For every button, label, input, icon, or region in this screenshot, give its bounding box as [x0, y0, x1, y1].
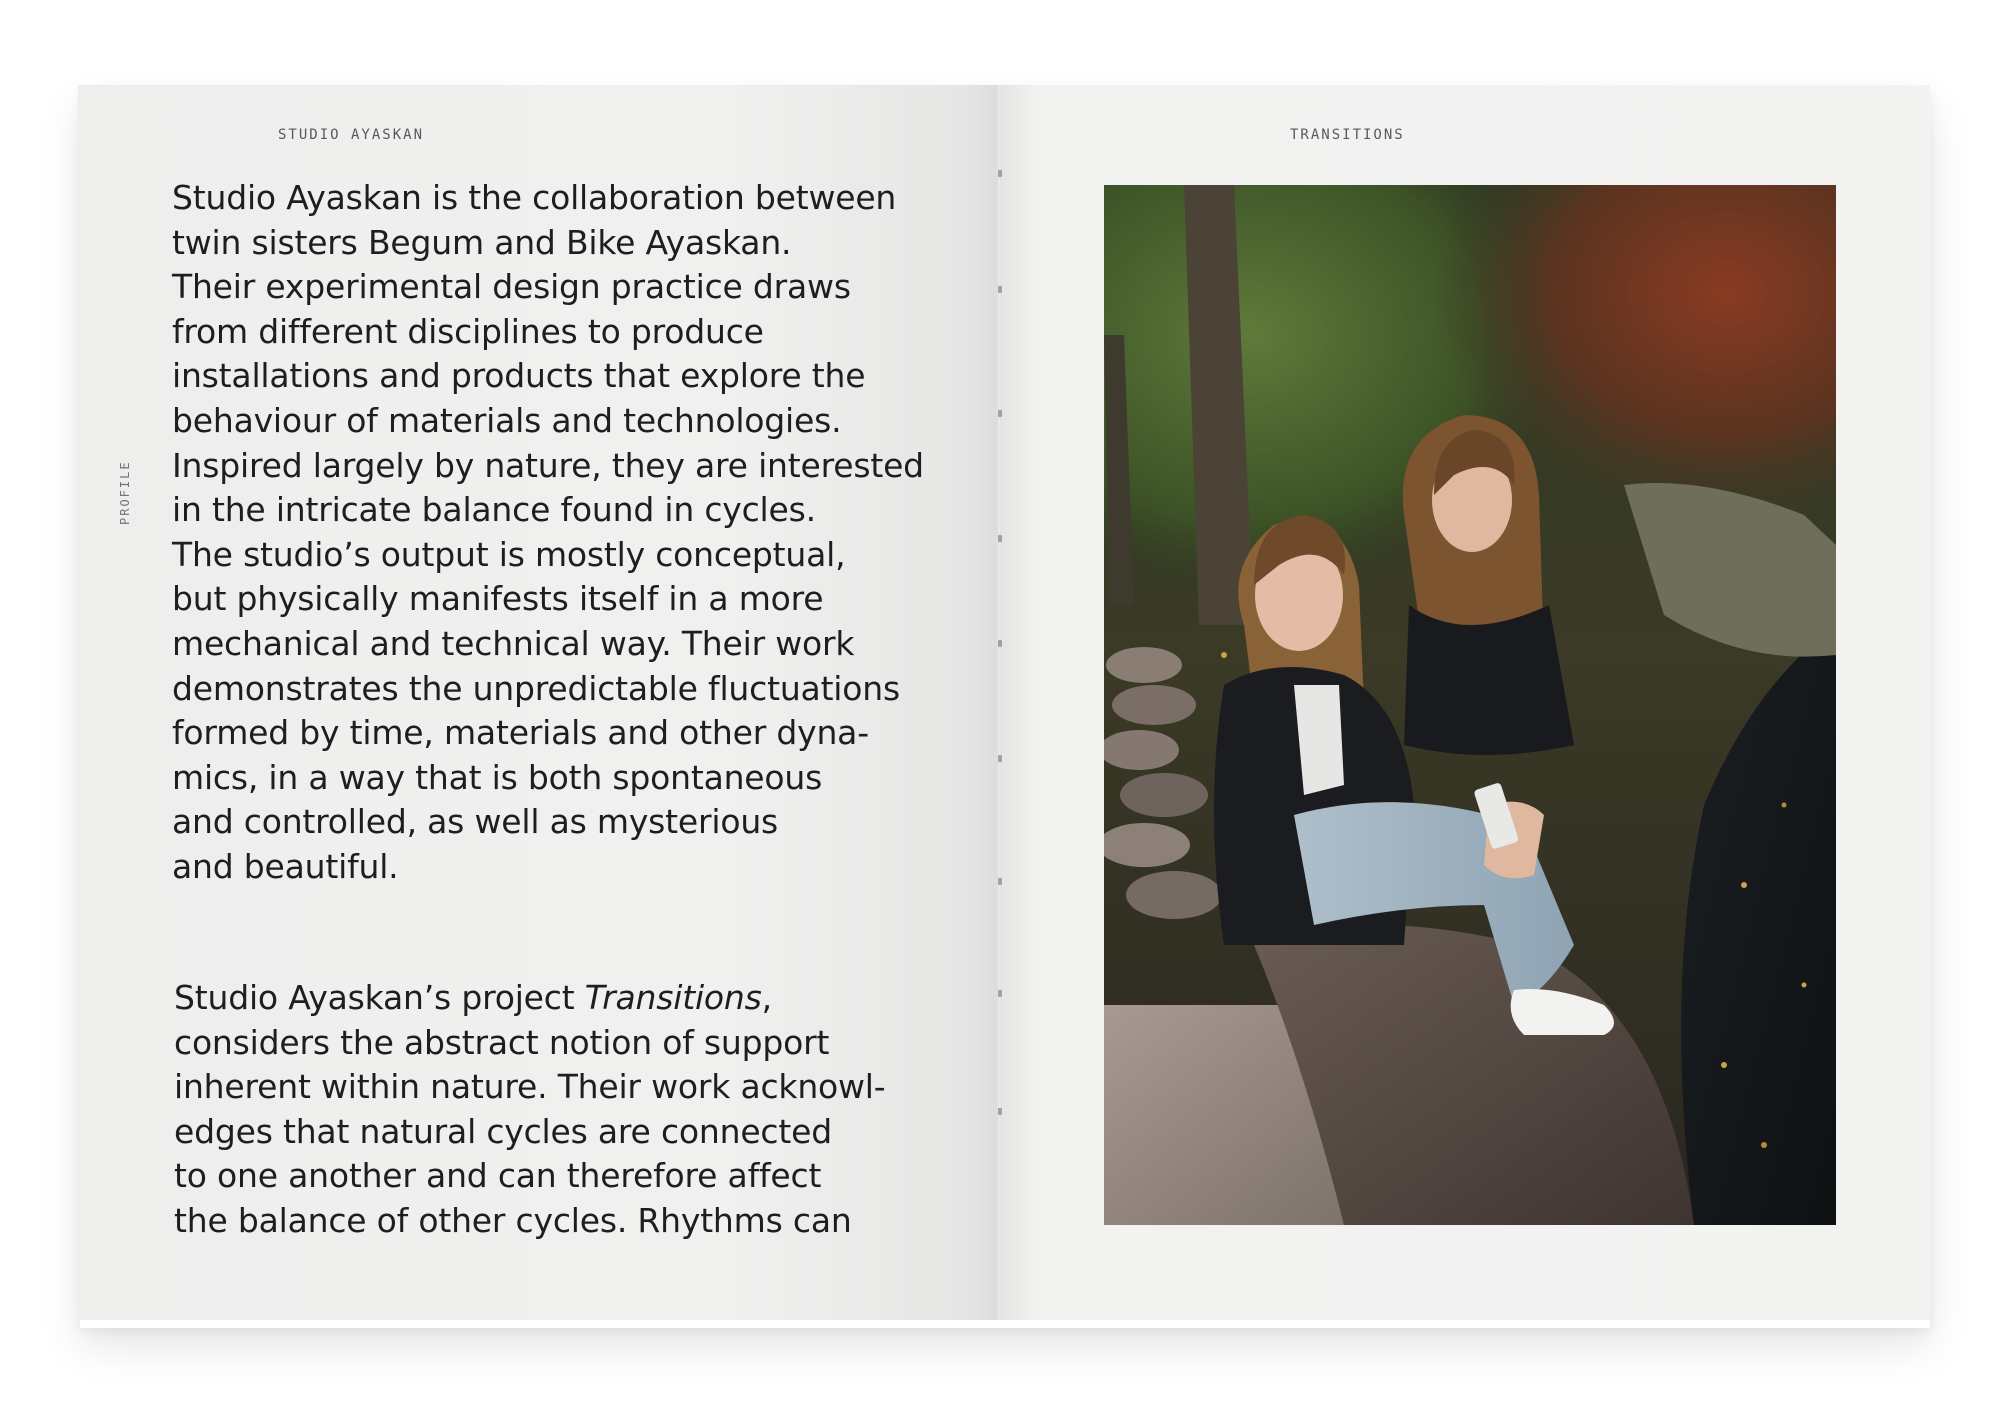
text-line: Inspired largely by nature, they are interested [172, 445, 924, 485]
text-line: behaviour of materials and technologies. [172, 400, 842, 440]
portrait-photo [1104, 185, 1836, 1225]
text-line: twin sisters Begum and Bike Ayaskan. [172, 222, 792, 262]
stitch [998, 990, 1002, 997]
stitch [998, 410, 1002, 417]
text-line: and controlled, as well as mysterious [172, 802, 779, 842]
stitch [998, 1108, 1002, 1115]
text-line: and beautiful. [172, 846, 399, 886]
stitch [998, 286, 1002, 293]
text-line: Their experimental design practice draws [172, 267, 851, 307]
stitch [998, 170, 1002, 177]
text-line: mechanical and technical way. Their work [172, 623, 855, 663]
text-run: , [761, 978, 772, 1017]
text-line-with-title [174, 976, 886, 1021]
running-head-right: TRANSITIONS [1290, 127, 1405, 143]
stitch [998, 755, 1002, 762]
text-line: formed by time, materials and other dyna- [172, 713, 869, 753]
text-line: edges that natural cycles are connected [174, 1111, 832, 1151]
text-run: Studio Ayaskan’s project [174, 978, 585, 1017]
text-line: The studio’s output is mostly conceptual, [172, 534, 846, 574]
stitch [998, 535, 1002, 542]
text-line: to one another and can therefore affect [174, 1156, 822, 1196]
text-line: considers the abstract notion of support [174, 1022, 830, 1062]
body-paragraph-1 [172, 176, 924, 890]
text-line: inherent within nature. Their work acknowl- [174, 1067, 886, 1107]
body-paragraph-2 [174, 976, 886, 1244]
text-line: demonstrates the unpredictable fluctuations [172, 668, 900, 708]
text-line: from different disciplines to produce [172, 311, 764, 351]
stitch [998, 878, 1002, 885]
running-head-left: STUDIO AYASKAN [278, 127, 425, 143]
text-line: Studio Ayaskan is the collaboration between [172, 178, 897, 217]
text-line: the balance of other cycles. Rhythms can [174, 1200, 852, 1240]
text-line: installations and products that explore the [172, 356, 866, 396]
text-line: mics, in a way that is both spontaneous [172, 757, 823, 797]
project-title: Transitions [584, 978, 762, 1017]
binding-gutter [996, 85, 1002, 1320]
stitch [998, 640, 1002, 647]
text-line: but physically manifests itself in a more [172, 579, 824, 619]
section-label-profile: PROFILE [118, 460, 132, 525]
text-line: in the intricate balance found in cycles. [172, 490, 816, 530]
